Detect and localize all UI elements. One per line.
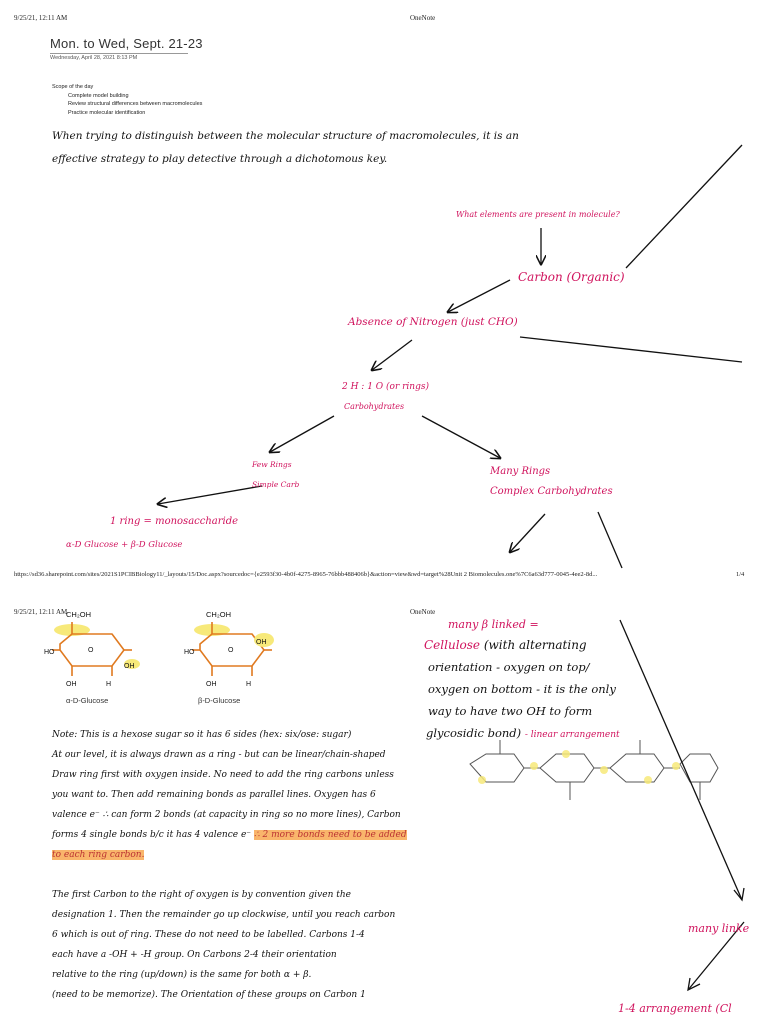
para2-line: The first Carbon to the right of oxygen is by convention given the: [52, 890, 351, 900]
arrow-down-left: [510, 514, 545, 552]
svg-text:HO: HO: [184, 649, 195, 656]
svg-text:OH: OH: [256, 639, 267, 646]
para2-line: (need to be memorize). The Orientation of these groups on Carbon 1: [52, 990, 366, 1000]
footer-url[interactable]: https://sd36.sharepoint.com/sites/2021S1PCIBBiology11/_layouts/15/Doc.aspx?sourcedoc={e2593f30-4b0f-4275-8965-76bbb488406b}&action=view&wd=target%28Unit 2 Biomolecules.one%7C6a63d777-0045-4ee2-8d...: [14, 571, 598, 578]
arrow-up-right: [626, 145, 742, 268]
cellulose-rest-2: orientation - oxygen on top/: [428, 660, 590, 674]
page-2: [0, 604, 768, 1024]
arrow-to-many-rings: [422, 416, 500, 458]
alpha-ch2oh-label: CH₂OH: [66, 610, 91, 619]
linear-arrangement: - linear arrangement: [524, 730, 620, 740]
svg-text:OH: OH: [206, 681, 217, 688]
scope-item: Review structural differences between macromolecules: [68, 101, 203, 107]
svg-text:OH: OH: [66, 681, 77, 688]
arrangement-label: 1-4 arrangement (Cl: [618, 1002, 732, 1015]
svg-text:O: O: [88, 647, 94, 654]
question-elements: What elements are present in molecule?: [456, 210, 620, 219]
highlight-ring-carbon: to each ring carbon.: [52, 850, 145, 860]
scope-heading: Scope of the day: [52, 84, 94, 90]
cellulose-line-5: [426, 726, 620, 740]
note-line-with-highlight: [52, 830, 407, 840]
header-app: OneNote: [410, 608, 436, 616]
page-date: Wednesday, April 28, 2021 8:13 PM: [50, 55, 138, 61]
many-beta-linked: many β linked =: [448, 618, 539, 631]
arrow-down-right: [598, 512, 622, 568]
header-datetime: 9/25/21, 12:11 AM: [14, 14, 68, 22]
note-line: you want to. Then add remaining bonds as parallel lines. Oxygen has 6: [52, 790, 376, 800]
arrow-to-monosaccharide: [158, 486, 262, 504]
intro-line-2: effective strategy to play detective through a dichotomous key.: [52, 153, 388, 165]
page-title: Mon. to Wed, Sept. 21-23: [50, 36, 203, 51]
note-line: Note: This is a hexose sugar so it has 6 sides (hex: six/ose: sugar): [52, 730, 352, 740]
footer-page-number: 1/4: [736, 571, 745, 578]
arrow-to-absence-n: [448, 280, 510, 312]
cellulose-rest-3: oxygen on bottom - it is the only: [428, 682, 616, 696]
note-line: At our level, it is always drawn as a ring - but can be linear/chain-shaped: [52, 750, 386, 760]
page-gap: [0, 582, 768, 604]
alpha-glucose-label: α-D-Glucose: [66, 696, 109, 705]
scope-item: Complete model building: [68, 92, 129, 99]
note-line: Draw ring first with oxygen inside. No need to add the ring carbons unless: [52, 770, 394, 780]
arrow-right: [520, 337, 742, 362]
node-glucose-types: α-D Glucose + β-D Glucose: [66, 540, 183, 550]
node-monosaccharide: 1 ring = monosaccharide: [110, 516, 239, 527]
svg-text:O: O: [228, 647, 234, 654]
note-line-highlight-cont: [52, 850, 144, 860]
node-carbon: Carbon (Organic): [518, 270, 625, 284]
many-linked-label: many linke: [688, 922, 750, 935]
para2-line: 6 which is out of ring. These do not need to be labelled. Carbons 1-4: [52, 930, 365, 940]
para2-line: relative to the ring (up/down) is the same for both α + β.: [52, 970, 312, 980]
svg-text:H: H: [246, 681, 252, 688]
cellulose-rest-4: way to have two OH to form: [428, 704, 593, 718]
beta-glucose-label: β-D-Glucose: [198, 696, 241, 705]
node-carbohydrates: Carbohydrates: [344, 402, 405, 411]
node-complex-carb: Complex Carbohydrates: [490, 486, 613, 497]
svg-text:OH: OH: [124, 663, 135, 670]
node-few-rings: Few Rings: [252, 460, 292, 469]
svg-text:H: H: [106, 681, 112, 688]
header-app: OneNote: [410, 14, 436, 22]
header-datetime: 9/25/21, 12:11 AM: [14, 608, 68, 616]
para2-line: designation 1. Then the remainder go up clockwise, until you reach carbon: [52, 910, 396, 920]
note-line-5: forms 4 single bonds b/c it has 4 valence e⁻: [52, 830, 252, 840]
note-line: valence e⁻ ∴ can form 2 bonds (at capacity in ring so no more lines), Carbon: [52, 810, 401, 820]
node-many-rings: Many Rings: [490, 466, 551, 477]
svg-text:HO: HO: [44, 649, 55, 656]
intro-line-1: When trying to distinguish between the molecular structure of macromolecules, it is an: [52, 130, 519, 142]
node-simple-carb: Simple Carb: [252, 480, 300, 489]
node-ratio: 2 H : 1 O (or rings): [342, 382, 429, 392]
cellulose-rest-5: glycosidic bond): [426, 726, 522, 740]
arrow-to-few-rings: [270, 416, 334, 452]
beta-ch2oh-label: CH₂OH: [206, 610, 231, 619]
scope-item: Practice molecular identification: [68, 109, 146, 116]
arrow-to-ratio: [372, 340, 412, 370]
cellulose-chain: [470, 740, 718, 800]
cellulose-line: [424, 638, 587, 652]
para2-line: each have a -OH + -H group. On Carbons 2-4 their orientation: [52, 950, 337, 960]
cellulose-rest-1: (with alternating: [483, 638, 587, 652]
node-absence-nitrogen: Absence of Nitrogen (just CHO): [348, 316, 518, 328]
highlight-bonds: ∴ 2 more bonds need to be added: [253, 830, 407, 840]
cellulose-word: Cellulose: [424, 638, 481, 652]
